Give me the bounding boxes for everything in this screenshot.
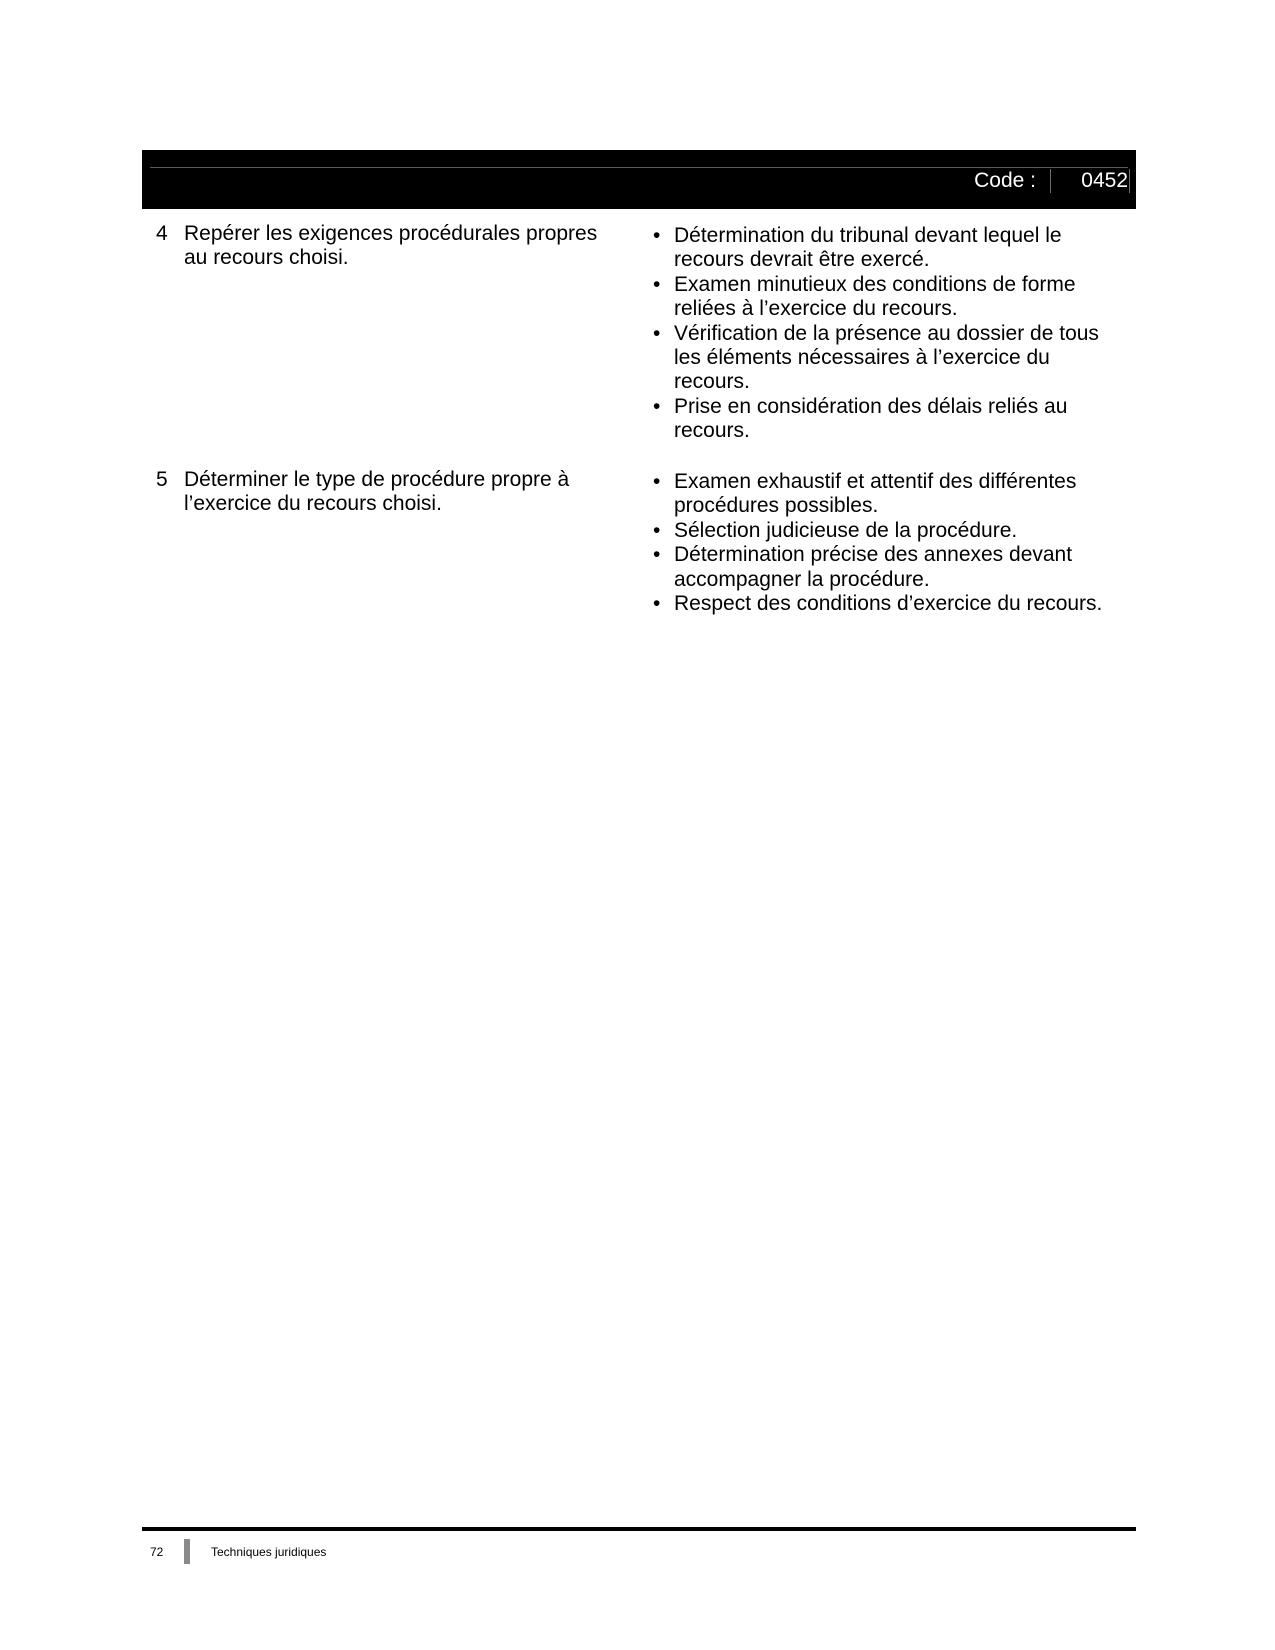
element-text: Repérer les exigences procédurales propres au recours choisi. [184, 222, 598, 269]
criteria-item: • Sélection judicieuse de la procédure. [653, 518, 1018, 542]
criteria-list [650, 470, 1110, 616]
bullet-icon: • [653, 518, 661, 542]
footer-rule [142, 1527, 1136, 1531]
element-number: 4 [156, 222, 168, 245]
criteria-list [650, 224, 1110, 444]
header-bar [142, 150, 1136, 209]
criteria-item: • Respect des conditions d’exercice du recours. [653, 592, 1103, 616]
criteria-item: • Vérification de la présence au dossier de tous les éléments nécessaires à l’exercice du recours. [653, 321, 1099, 394]
footer-title: Techniques juridiques [211, 1545, 327, 1559]
bullet-icon: • [653, 592, 661, 616]
code-value: 0452 [1081, 169, 1128, 192]
bullet-icon: • [653, 224, 661, 247]
bullet-icon: • [653, 543, 661, 567]
code-label: Code : [974, 169, 1036, 192]
criteria-item: • Examen minutieux des conditions de forme reliées à l’exercice du recours. [653, 272, 1076, 321]
code-separator [1050, 169, 1051, 193]
criteria-item: • Détermination précise des annexes devant accompagner la procédure. [653, 543, 1073, 591]
bullet-icon: • [653, 321, 661, 345]
bullet-icon: • [653, 470, 661, 493]
header-rule [150, 167, 1128, 168]
criteria-item: • Examen exhaustif et attentif des différentes procédures possibles. [653, 470, 1077, 518]
criteria-item: • Prise en considération des délais reliés au recours. [653, 394, 1068, 443]
criteria-item: • Détermination du tribunal devant lequel le recours devrait être exercé. [653, 224, 1062, 272]
bullet-icon: • [653, 272, 661, 296]
element-number: 5 [156, 468, 168, 491]
bullet-icon: • [653, 394, 661, 418]
footer-separator [184, 1539, 190, 1564]
code-separator-right [1129, 169, 1130, 193]
element-text: Déterminer le type de procédure propre à l’exercice du recours choisi. [184, 468, 570, 515]
page-number: 72 [150, 1545, 164, 1559]
